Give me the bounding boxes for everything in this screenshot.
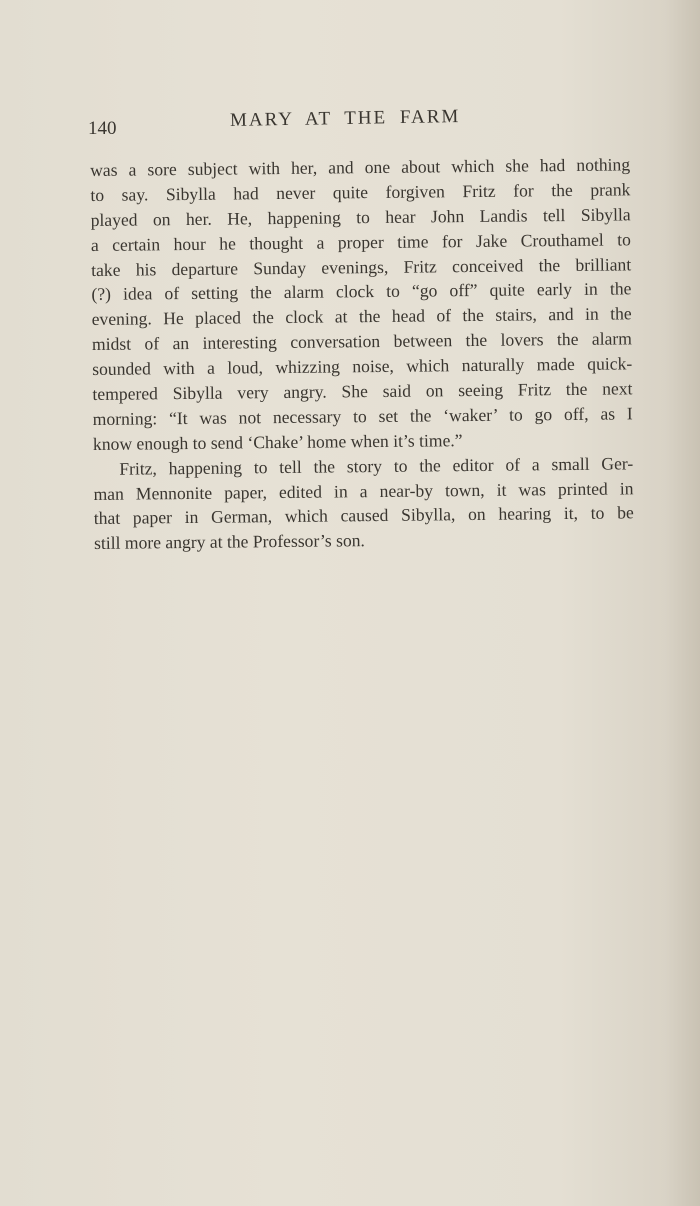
running-head: MARY AT THE FARM: [229, 105, 461, 132]
text-line: sounded with a loud, whizzing noise, which naturally made quick-: [92, 353, 633, 380]
text-line: tempered Sibylla very angry. She said on seeing Fritz the next: [92, 378, 633, 405]
text-line: morning: “It was not necessary to set the ‘waker’ to go off, as I: [92, 403, 633, 429]
text-line: still more angry at the Professor’s son.: [93, 530, 366, 554]
text-line: to say. Sibylla had never quite forgiven Fritz for the prank: [90, 179, 631, 205]
text-line: know enough to send ‘Chake’ home when it’s time.”: [92, 429, 463, 454]
page-number: 140: [88, 118, 117, 139]
body-text: [90, 152, 634, 556]
text-line: take his departure Sunday evenings, Fritz conceived the brilliant: [91, 253, 632, 280]
text-line: midst of an interesting conversation between the lovers the alarm: [91, 328, 633, 355]
text-line: played on her. He, happening to hear John Landis tell Sibylla: [90, 204, 631, 230]
paragraph-start-line: Fritz, happening to tell the story to the editor of a small Ger-: [119, 453, 634, 479]
text-line: evening. He placed the clock at the head of the stairs, and in the: [91, 303, 632, 330]
text-line: man Mennonite paper, edited in a near-by town, it was printed in: [93, 477, 634, 504]
text-line: that paper in German, which caused Sibylla, on hearing it, to be: [93, 502, 634, 529]
text-line: (?) idea of setting the alarm clock to “go off” quite early in the: [91, 278, 632, 305]
text-line: was a sore subject with her, and one about which she had nothing: [90, 154, 631, 180]
text-line: a certain hour he thought a proper time for Jake Crouthamel to: [90, 229, 631, 255]
